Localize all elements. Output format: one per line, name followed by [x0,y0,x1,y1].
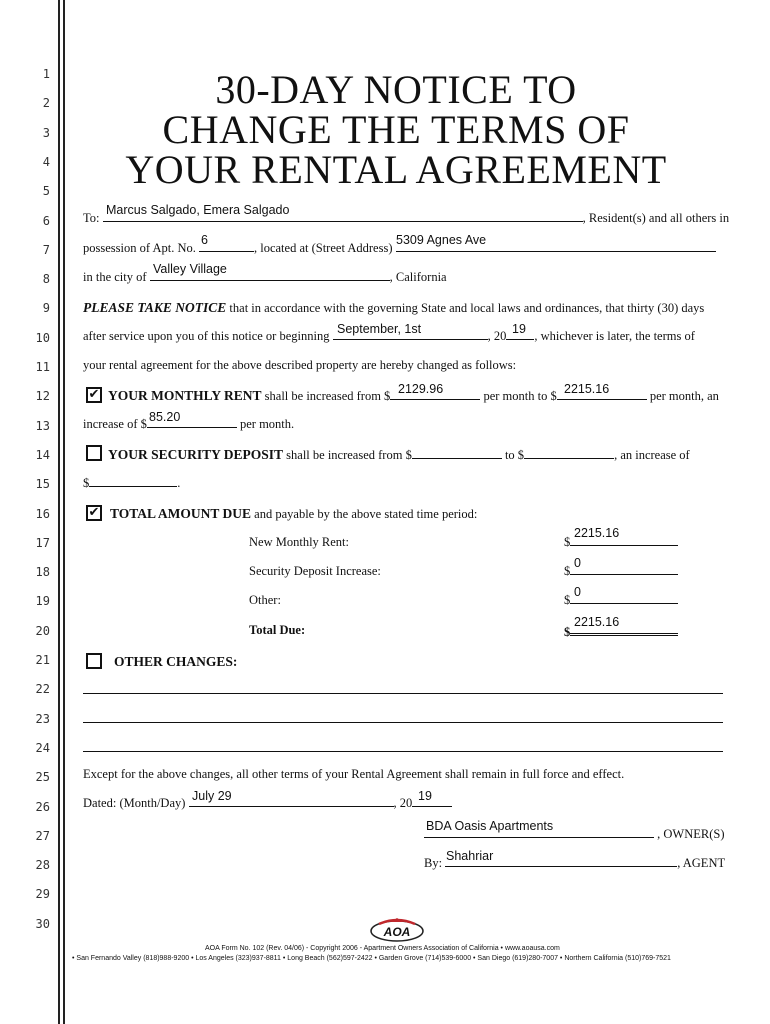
other-changes-line-1[interactable] [83,693,723,694]
aoa-logo [369,918,425,944]
rent-text-3: per month, an [649,389,719,403]
footer-line-2: • San Fernando Valley (818)988-9200 • Los Angeles (323)937-8811 • Long Beach (562)597-2422 • Garden Grove (714)539-6000 • San Diego (619)280-7007 • Northern California (510)769-7521 [72,955,671,962]
rent-heading: YOUR MONTHLY RENT [108,388,262,403]
notice-text-2b: , whichever is later, the terms of [534,329,695,343]
new-monthly-rent-label: New Monthly Rent: [249,535,349,549]
security-deposit-increase-value: 0 [574,556,581,570]
line-number: 23 [35,711,50,726]
tenant-names-value: Marcus Salgado, Emera Salgado [106,203,290,217]
notice-text-1: that in accordance with the governing State and local laws and ordinances, that thirty (30) days [229,301,705,315]
line-number: 17 [35,535,50,550]
dollar-sign: $ [564,535,571,549]
security-deposit-checkbox[interactable] [86,445,102,461]
other-line [564,593,678,608]
city-value: Valley Village [153,262,227,276]
notice-year-value: 19 [512,322,526,336]
deposit-text-1: shall be increased from $ [286,448,412,462]
line-number: 24 [35,740,50,755]
residents-text: , Resident(s) and all others in [582,211,730,225]
total-line [110,506,477,522]
aoa-logo-text: AOA [383,925,411,939]
other-changes-heading: OTHER CHANGES: [114,654,238,669]
deposit-text-2: to $ [504,448,525,462]
line-number: 6 [42,213,50,228]
state-text: , California [389,270,447,284]
notice-line-3: your rental agreement for the above described property are hereby changed as follows: [83,358,517,372]
dated-year-value: 19 [418,789,432,803]
new-monthly-rent-value: 2215.16 [574,526,620,540]
line-number: 12 [35,389,50,404]
line-number: 7 [42,242,50,257]
line-number: 19 [35,594,50,609]
line-number: 4 [42,154,50,169]
dollar-sign: $ [564,625,571,639]
owner-value: BDA Oasis Apartments [426,819,554,833]
line-number: 3 [42,125,50,140]
deposit-dollar: $ [83,476,90,490]
security-deposit-increase-line [564,564,678,579]
agent-label: , AGENT [677,856,726,870]
line-number: 13 [35,418,50,433]
agent-value: Shahriar [446,849,494,863]
total-text: and payable by the above stated time period: [254,507,478,521]
deposit-line-1 [108,447,690,463]
line-number: 10 [35,330,50,345]
monthly-rent-checkbox[interactable]: ✔ [86,387,102,403]
other-changes-line-3[interactable] [83,751,723,752]
deposit-from-field[interactable] [412,448,502,459]
total-due-value: 2215.16 [574,615,620,629]
other-changes-line-2[interactable] [83,722,723,723]
line-number: 9 [42,301,50,316]
notice-line-1 [83,300,704,316]
line-number: 16 [35,506,50,521]
closing-text: Except for the above changes, all other terms of your Rental Agreement shall remain in full force and effect. [83,767,625,781]
rent-from-value: 2129.96 [398,382,444,396]
increase-value: 85.20 [149,410,181,424]
apt-no-value: 6 [201,233,208,247]
rent-to-value: 2215.16 [564,382,610,396]
dollar-sign: $ [564,564,571,578]
located-label: , located at (Street Address) [253,241,393,255]
line-number: 2 [42,96,50,111]
to-label: To: [83,211,100,225]
dollar-sign: $ [564,593,571,607]
deposit-line-2 [83,476,180,491]
deposit-text-3: , an increase of [614,448,690,462]
begin-date-value: September, 1st [337,322,422,336]
line-number: 11 [35,360,50,374]
total-due-label: Total Due: [249,623,306,637]
line-number: 22 [35,682,50,697]
other-value: 0 [574,585,581,599]
increase-label: increase of $ [83,417,147,431]
other-changes-checkbox[interactable] [86,653,102,669]
line-number: 18 [35,565,50,580]
per-month-text: per month. [239,417,295,431]
other-field[interactable] [570,593,678,604]
page-title [60,67,732,192]
dated-year-prefix: , 20 [393,796,413,810]
line-number: 15 [35,477,50,492]
footer-line-1: AOA Form No. 102 (Rev. 04/06) - Copyright 2006 - Apartment Owners Association of California • www.aoausa.com [205,945,560,952]
title-line-3: YOUR RENTAL AGREEMENT [125,147,667,192]
deposit-to-field[interactable] [524,448,614,459]
rent-text-1: shall be increased from $ [264,389,391,403]
year-prefix: , 20 [487,329,507,343]
possession-label: possession of Apt. No. [83,241,196,255]
line-number: 25 [35,770,50,785]
dated-label: Dated: (Month/Day) [83,796,186,810]
line-number: 8 [42,272,50,287]
line-number: 14 [35,447,50,462]
other-label: Other: [249,593,281,607]
line-number: 28 [35,858,50,873]
deposit-period: . [177,476,181,490]
notice-text-2a: after service upon you of this notice or beginning [83,329,330,343]
security-deposit-increase-label: Security Deposit Increase: [249,564,381,578]
line-number: 20 [35,623,50,638]
line-number: 30 [35,916,50,931]
city-label: in the city of [83,270,147,284]
owner-label: , OWNER(S) [657,827,725,841]
deposit-heading: YOUR SECURITY DEPOSIT [108,447,284,462]
line-number: 21 [35,653,50,667]
by-label: By: [424,856,443,870]
line-number: 26 [35,799,50,814]
title-line-1: 30-DAY NOTICE TO [215,67,577,112]
street-address-value: 5309 Agnes Ave [396,233,487,247]
line-number: 5 [42,184,50,199]
rent-line-2 [83,417,294,432]
total-due-checkbox[interactable]: ✔ [86,505,102,521]
deposit-increase-field[interactable] [89,476,177,487]
line-number: 29 [35,887,50,902]
title-line-2: CHANGE THE TERMS OF [162,107,630,152]
city-line [83,270,447,285]
notice-heading: PLEASE TAKE NOTICE [83,300,227,315]
rent-text-2: per month to $ [483,389,557,403]
total-heading: TOTAL AMOUNT DUE [110,506,252,521]
line-number: 27 [35,828,50,843]
dated-value: July 29 [192,789,232,803]
security-deposit-increase-field[interactable] [570,564,678,575]
line-number: 1 [42,67,50,81]
dated-line [83,796,452,811]
